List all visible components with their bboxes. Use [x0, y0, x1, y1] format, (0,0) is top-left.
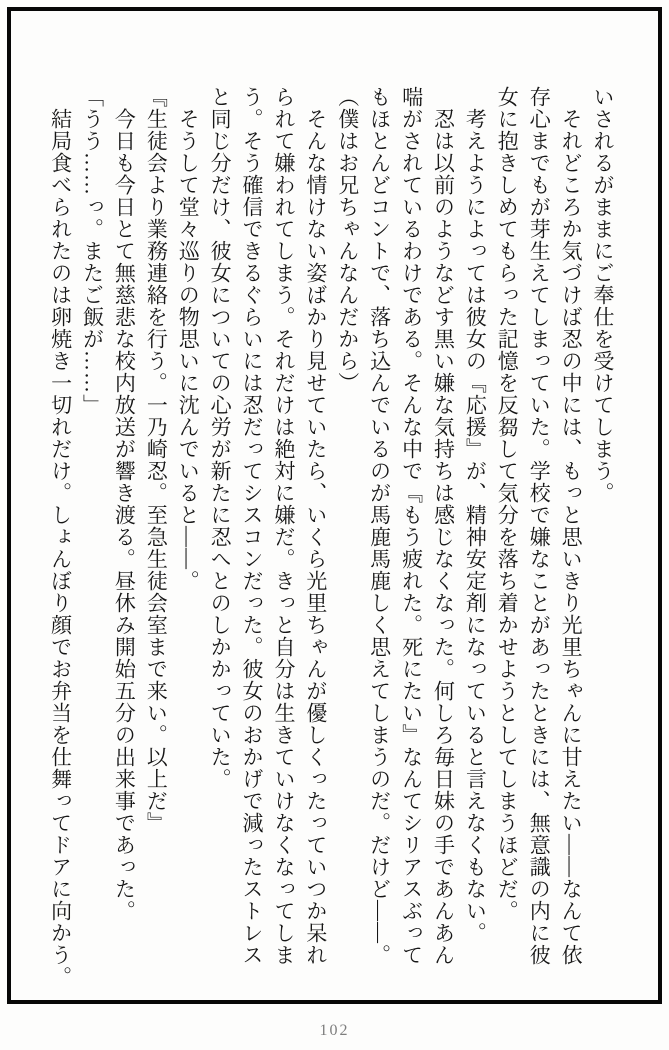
vertical-text-area	[43, 86, 618, 988]
text-line: それどころか気づけば忍の中には、もっと思いきり光里ちゃんに甘えたい――なんて依	[559, 86, 584, 966]
text-line: 存心までもが芽生えてしまっていた。学校で嫌なことがあったときには、無意識の内に彼	[527, 86, 552, 966]
text-line: う。そう確信できるぐらいには忍だってシスコンだった。彼女のおかげで減ったストレス	[240, 86, 265, 966]
text-line: そうして堂々巡りの物思いに沈んでいると――。	[176, 86, 201, 592]
text-line: 考えようによっては彼女の『応援』が、精神安定剤になっていると言えなくもない。	[463, 86, 488, 944]
text-line: 『生徒会より業務連絡を行う。一乃崎忍。至急生徒会室まで来い。以上だ』	[144, 86, 169, 834]
text-line: 結局食べられたのは卵焼き一切れだけ。しょんぼり顔でお弁当を仕舞ってドアに向かう。	[48, 86, 73, 988]
text-line: もほとんどコントで、落ち込んでいるのが馬鹿馬鹿しく思えてしまうのだ。だけど――。	[367, 86, 392, 966]
text-line: られて嫌われてしまう。それだけは絶対に嫌だ。きっと自分は生きていけなくなってしま	[271, 86, 296, 966]
text-line: 忍は以前のようなどす黒い嫌な気持ちは感じなくなった。何しろ毎日妹の手であんあん	[431, 86, 456, 966]
text-line: そんな情けない姿ばかり見せていたら、いくら光里ちゃんが優しくったっていつか呆れ	[303, 86, 328, 966]
page-border-frame	[7, 7, 662, 1004]
text-line: （僕はお兄ちゃんなんだから）	[335, 86, 360, 394]
text-line: 今日も今日とて無慈悲な校内放送が響き渡る。昼休み開始五分の出来事であった。	[112, 86, 137, 922]
text-line: 喘がされているわけである。そんな中で『もう疲れた。死にたい』なんてシリアスぶって	[399, 86, 424, 966]
page-number: 102	[319, 1022, 350, 1039]
text-line: 「うう……っ。またご飯が……」	[80, 86, 105, 416]
text-line: と同じ分だけ、彼女についての心労が新たに忍へとのしかかっていた。	[208, 86, 233, 790]
text-line: いされるがままにご奉仕を受けてしまう。	[591, 86, 615, 504]
text-line: 女に抱きしめてもらった記憶を反芻して気分を落ち着かせようとしてしまうほどだ。	[495, 86, 520, 922]
